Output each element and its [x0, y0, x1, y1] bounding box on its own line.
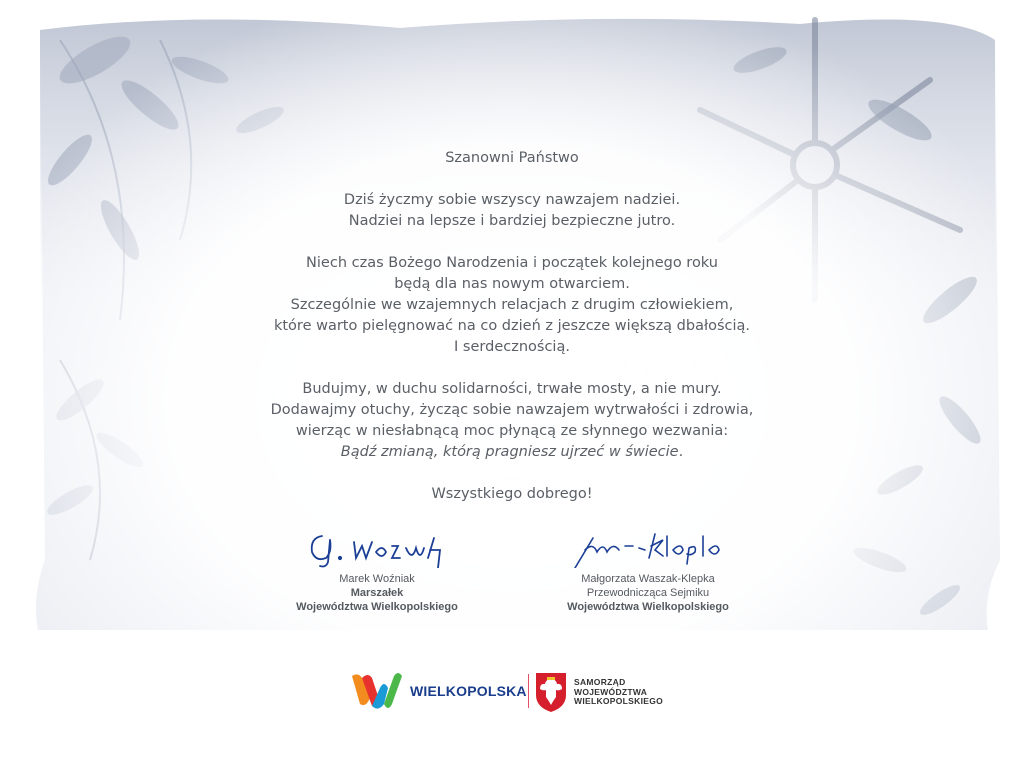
signatory-role: Przewodnicząca Sejmiku [586, 587, 710, 599]
wielkopolska-w-logo-icon [348, 668, 404, 714]
signatory-name: Małgorzata Waszak-Klepka [581, 573, 715, 585]
signatory-role: Marszałek [350, 587, 404, 599]
footer-logos [348, 668, 688, 714]
quote-line: Bądź zmianą, którą pragniesz ujrzeć w świecie. [340, 444, 684, 460]
quote: Bądź zmianą, którą pragniesz ujrzeć w świecie [340, 444, 679, 460]
closing: Wszystkiego dobrego! [431, 486, 593, 502]
paragraph-2: Niech czas Bożego Narodzenia i początek kolejnego roku będą dla nas nowym otwarciem. Szczególnie we wzajemnych relacjach z drugim człowiekiem, które warto pielęgnować na co dzień z jeszcze większą dbałością. I serdecznością. [273, 255, 751, 355]
letter-body [212, 148, 812, 526]
signature-block-przewodniczaca [548, 528, 748, 614]
signature-block-marszalek [282, 528, 472, 614]
paragraph-1: Dziś życzmy sobie wszyscy nawzajem nadziei. Nadziei na lepsze i bardziej bezpieczne jutro. [343, 192, 681, 229]
eagle-crest-icon [534, 671, 568, 713]
greeting: Szanowni Państwo [445, 150, 579, 166]
signatory-org: Województwa Wielkopolskiego [296, 601, 458, 613]
handwritten-signature-wozniak [302, 528, 452, 568]
handwritten-signature-waszak-klepka [563, 528, 733, 568]
wielkopolska-wordmark: WIELKOPOLSKA [410, 683, 527, 699]
paragraph-3: Budujmy, w duchu solidarności, trwałe mosty, a nie mury. Dodawajmy otuchy, życząc sobie nawzajem wytrwałości i zdrowia, wierząc w niesłabnącą moc płynącą ze słynnego wezwania: Bądź zmianą, którą pragniesz ujrzeć w świecie. [212, 379, 812, 463]
signatory-org: Województwa Wielkopolskiego [567, 601, 729, 613]
signatory-name: Marek Woźniak [339, 573, 415, 585]
logo-divider [528, 674, 529, 708]
samorzad-wordmark: SAMORZĄD WOJEWÓDZTWA WIELKOPOLSKIEGO [574, 677, 664, 706]
